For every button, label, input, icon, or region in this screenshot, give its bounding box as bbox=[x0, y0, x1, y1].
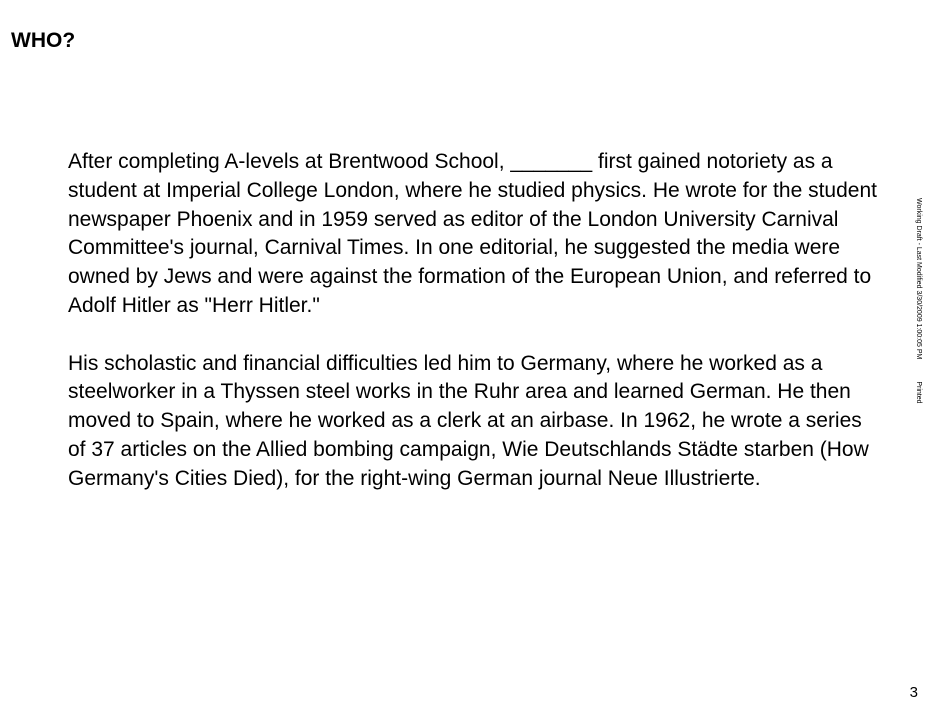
paragraph-2: His scholastic and financial difficulties led him to Germany, where he worked as a steelworker in a Thyssen steel works in the Ruhr area and learned German. He then moved to Spain, where he worked as a clerk at an airbase. In 1962, he wrote a series of 37 articles on the Allied bombing campaign, Wie Deutschlands Städte starben (How Germany's Cities Died), for the right-wing German journal Neue Illustrierte. bbox=[68, 351, 869, 490]
slide-title: WHO? bbox=[11, 29, 76, 52]
draft-side-note bbox=[914, 198, 922, 404]
paragraph-1: After completing A-levels at Brentwood School, _______ first gained notoriety as a student at Imperial College London, where he studied physics. He wrote for the student newspaper Phoenix and in 1959 served as editor of the London University Carnival Committee's journal, Carnival Times. In one editorial, he suggested the media were owned by Jews and were against the formation of the European Union, and referred to Adolf Hitler as "Herr Hitler." bbox=[68, 150, 877, 317]
draft-label: Working Draft - Last Modified 3/30/2009 1:00:05 PM bbox=[915, 198, 922, 360]
print-status: Printed bbox=[915, 381, 922, 404]
body-text bbox=[68, 148, 878, 494]
page-number: 3 bbox=[909, 684, 918, 701]
